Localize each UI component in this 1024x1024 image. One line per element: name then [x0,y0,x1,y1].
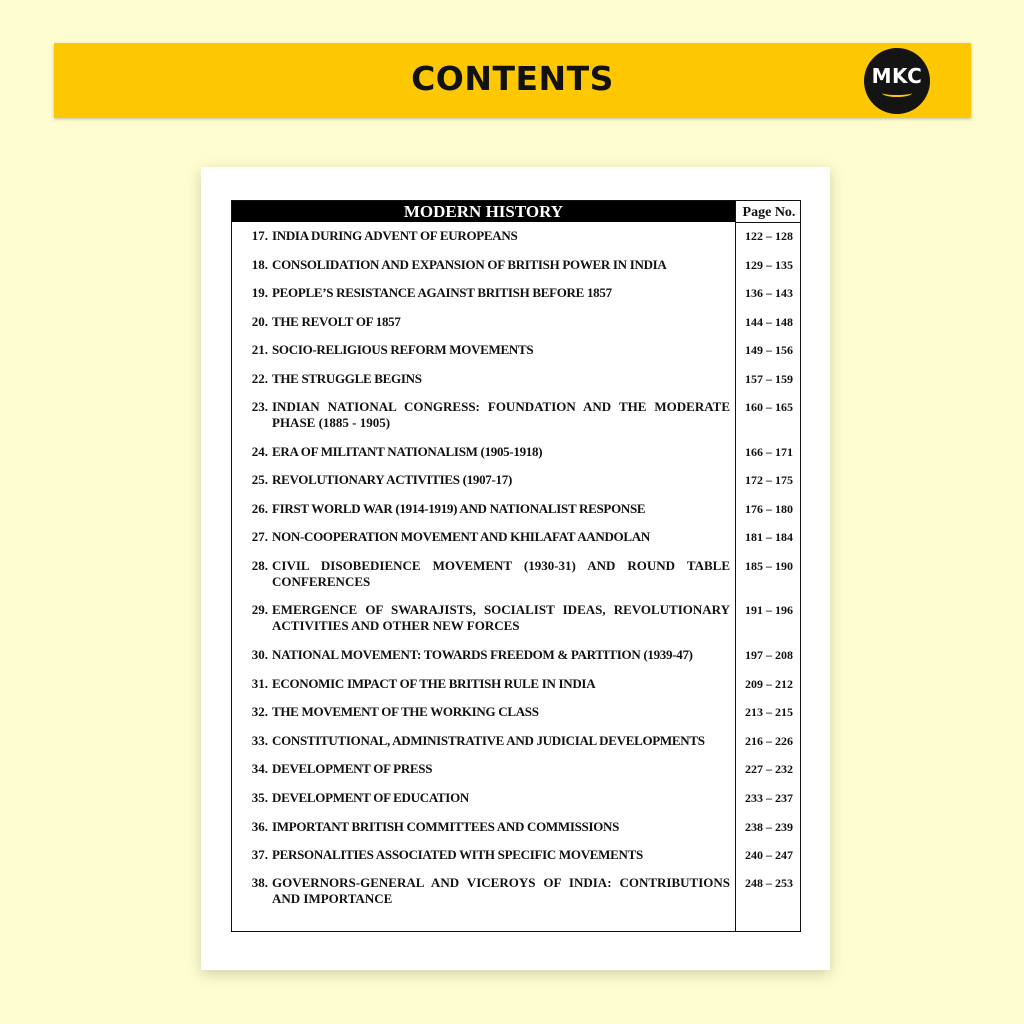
chapter-number: 18. [251,257,268,272]
contents-banner [54,43,971,118]
chapter-number: 20. [251,314,268,329]
chapter-number: 22. [251,371,268,386]
chapter-title: INDIA DURING ADVENT OF EUROPEANS [272,228,518,243]
page-range: 122 – 128 [745,229,793,243]
chapter-title: SOCIO-RELIGIOUS REFORM MOVEMENTS [272,342,534,357]
page-range: 136 – 143 [745,286,793,300]
chapter-number: 17. [251,228,268,243]
chapter-title: CONSOLIDATION AND EXPANSION OF BRITISH POWER IN INDIA [272,257,667,272]
page-range: 129 – 135 [745,258,793,272]
chapter-title: PEOPLE’S RESISTANCE AGAINST BRITISH BEFORE 1857 [272,285,612,300]
chapter-number: 32. [251,704,268,719]
logo-swoosh-icon [882,89,912,97]
page-range: 240 – 247 [745,848,793,862]
chapter-title: GOVERNORS-GENERAL AND VICEROYS OF INDIA: CONTRIBUTIONS AND IMPORTANCE [272,875,730,906]
page-range: 191 – 196 [745,603,793,617]
chapter-title: NATIONAL MOVEMENT: TOWARDS FREEDOM & PARTITION (1939-47) [272,647,693,662]
page-range: 181 – 184 [745,530,793,544]
chapter-title: DEVELOPMENT OF PRESS [272,761,433,776]
chapter-number: 36. [251,819,268,834]
page-range: 238 – 239 [745,820,793,834]
page-range: 157 – 159 [745,372,793,386]
chapter-title: DEVELOPMENT OF EDUCATION [272,790,469,805]
chapter-number: 38. [251,875,268,890]
chapter-title: THE STRUGGLE BEGINS [272,371,422,386]
banner-title: CONTENTS [411,59,614,98]
chapter-number: 33. [251,733,268,748]
page-range: 160 – 165 [745,400,793,414]
chapter-number: 19. [251,285,268,300]
chapter-title: NON-COOPERATION MOVEMENT AND KHILAFAT AANDOLAN [272,529,650,544]
chapter-number: 37. [251,847,268,862]
page-range: 185 – 190 [745,559,793,573]
section-title: MODERN HISTORY [232,201,735,222]
chapter-number: 23. [251,399,268,414]
page-range: 176 – 180 [745,502,793,516]
chapter-title: THE MOVEMENT OF THE WORKING CLASS [272,704,539,719]
chapter-title: ERA OF MILITANT NATIONALISM (1905-1918) [272,444,543,459]
contents-page [201,167,830,970]
logo-text: MKC [871,63,923,88]
chapter-number: 34. [251,761,268,776]
chapter-number: 27. [251,529,268,544]
page-range: 248 – 253 [745,876,793,890]
page-range: 209 – 212 [745,677,793,691]
page-range: 166 – 171 [745,445,793,459]
page-range: 227 – 232 [745,762,793,776]
page-range: 197 – 208 [745,648,793,662]
header-divider [735,222,800,223]
chapter-title: ECONOMIC IMPACT OF THE BRITISH RULE IN INDIA [272,676,596,691]
chapter-number: 26. [251,501,268,516]
chapter-number: 24. [251,444,268,459]
chapter-number: 21. [251,342,268,357]
chapter-number: 29. [251,602,268,617]
page-range: 213 – 215 [745,705,793,719]
chapter-title: FIRST WORLD WAR (1914-1919) AND NATIONALIST RESPONSE [272,501,646,516]
chapter-title: CONSTITUTIONAL, ADMINISTRATIVE AND JUDICIAL DEVELOPMENTS [272,733,705,748]
chapter-number: 31. [251,676,268,691]
chapter-title: IMPORTANT BRITISH COMMITTEES AND COMMISSIONS [272,819,620,834]
chapter-title: CIVIL DISOBEDIENCE MOVEMENT (1930-31) AND ROUND TABLE CONFERENCES [272,558,730,589]
page-range: 172 – 175 [745,473,793,487]
chapter-title: EMERGENCE OF SWARAJISTS, SOCIALIST IDEAS, REVOLUTIONARY ACTIVITIES AND OTHER NEW FORCES [272,602,730,633]
chapter-title: INDIAN NATIONAL CONGRESS: FOUNDATION AND THE MODERATE PHASE (1885 - 1905) [272,399,730,430]
chapter-number: 28. [251,558,268,573]
page-number-header: Page No. [742,205,796,220]
mkc-logo [864,48,930,114]
chapter-title: REVOLUTIONARY ACTIVITIES (1907-17) [272,472,512,487]
chapter-title: THE REVOLT OF 1857 [272,314,401,329]
page-range: 149 – 156 [745,343,793,357]
page-range: 233 – 237 [745,791,793,805]
page-range: 144 – 148 [745,315,793,329]
toc-table [231,200,801,932]
column-divider [735,201,736,931]
page-range: 216 – 226 [745,734,793,748]
chapter-title: PERSONALITIES ASSOCIATED WITH SPECIFIC MOVEMENTS [272,847,643,862]
chapter-number: 35. [251,790,268,805]
chapter-number: 25. [251,472,268,487]
chapter-number: 30. [251,647,268,662]
